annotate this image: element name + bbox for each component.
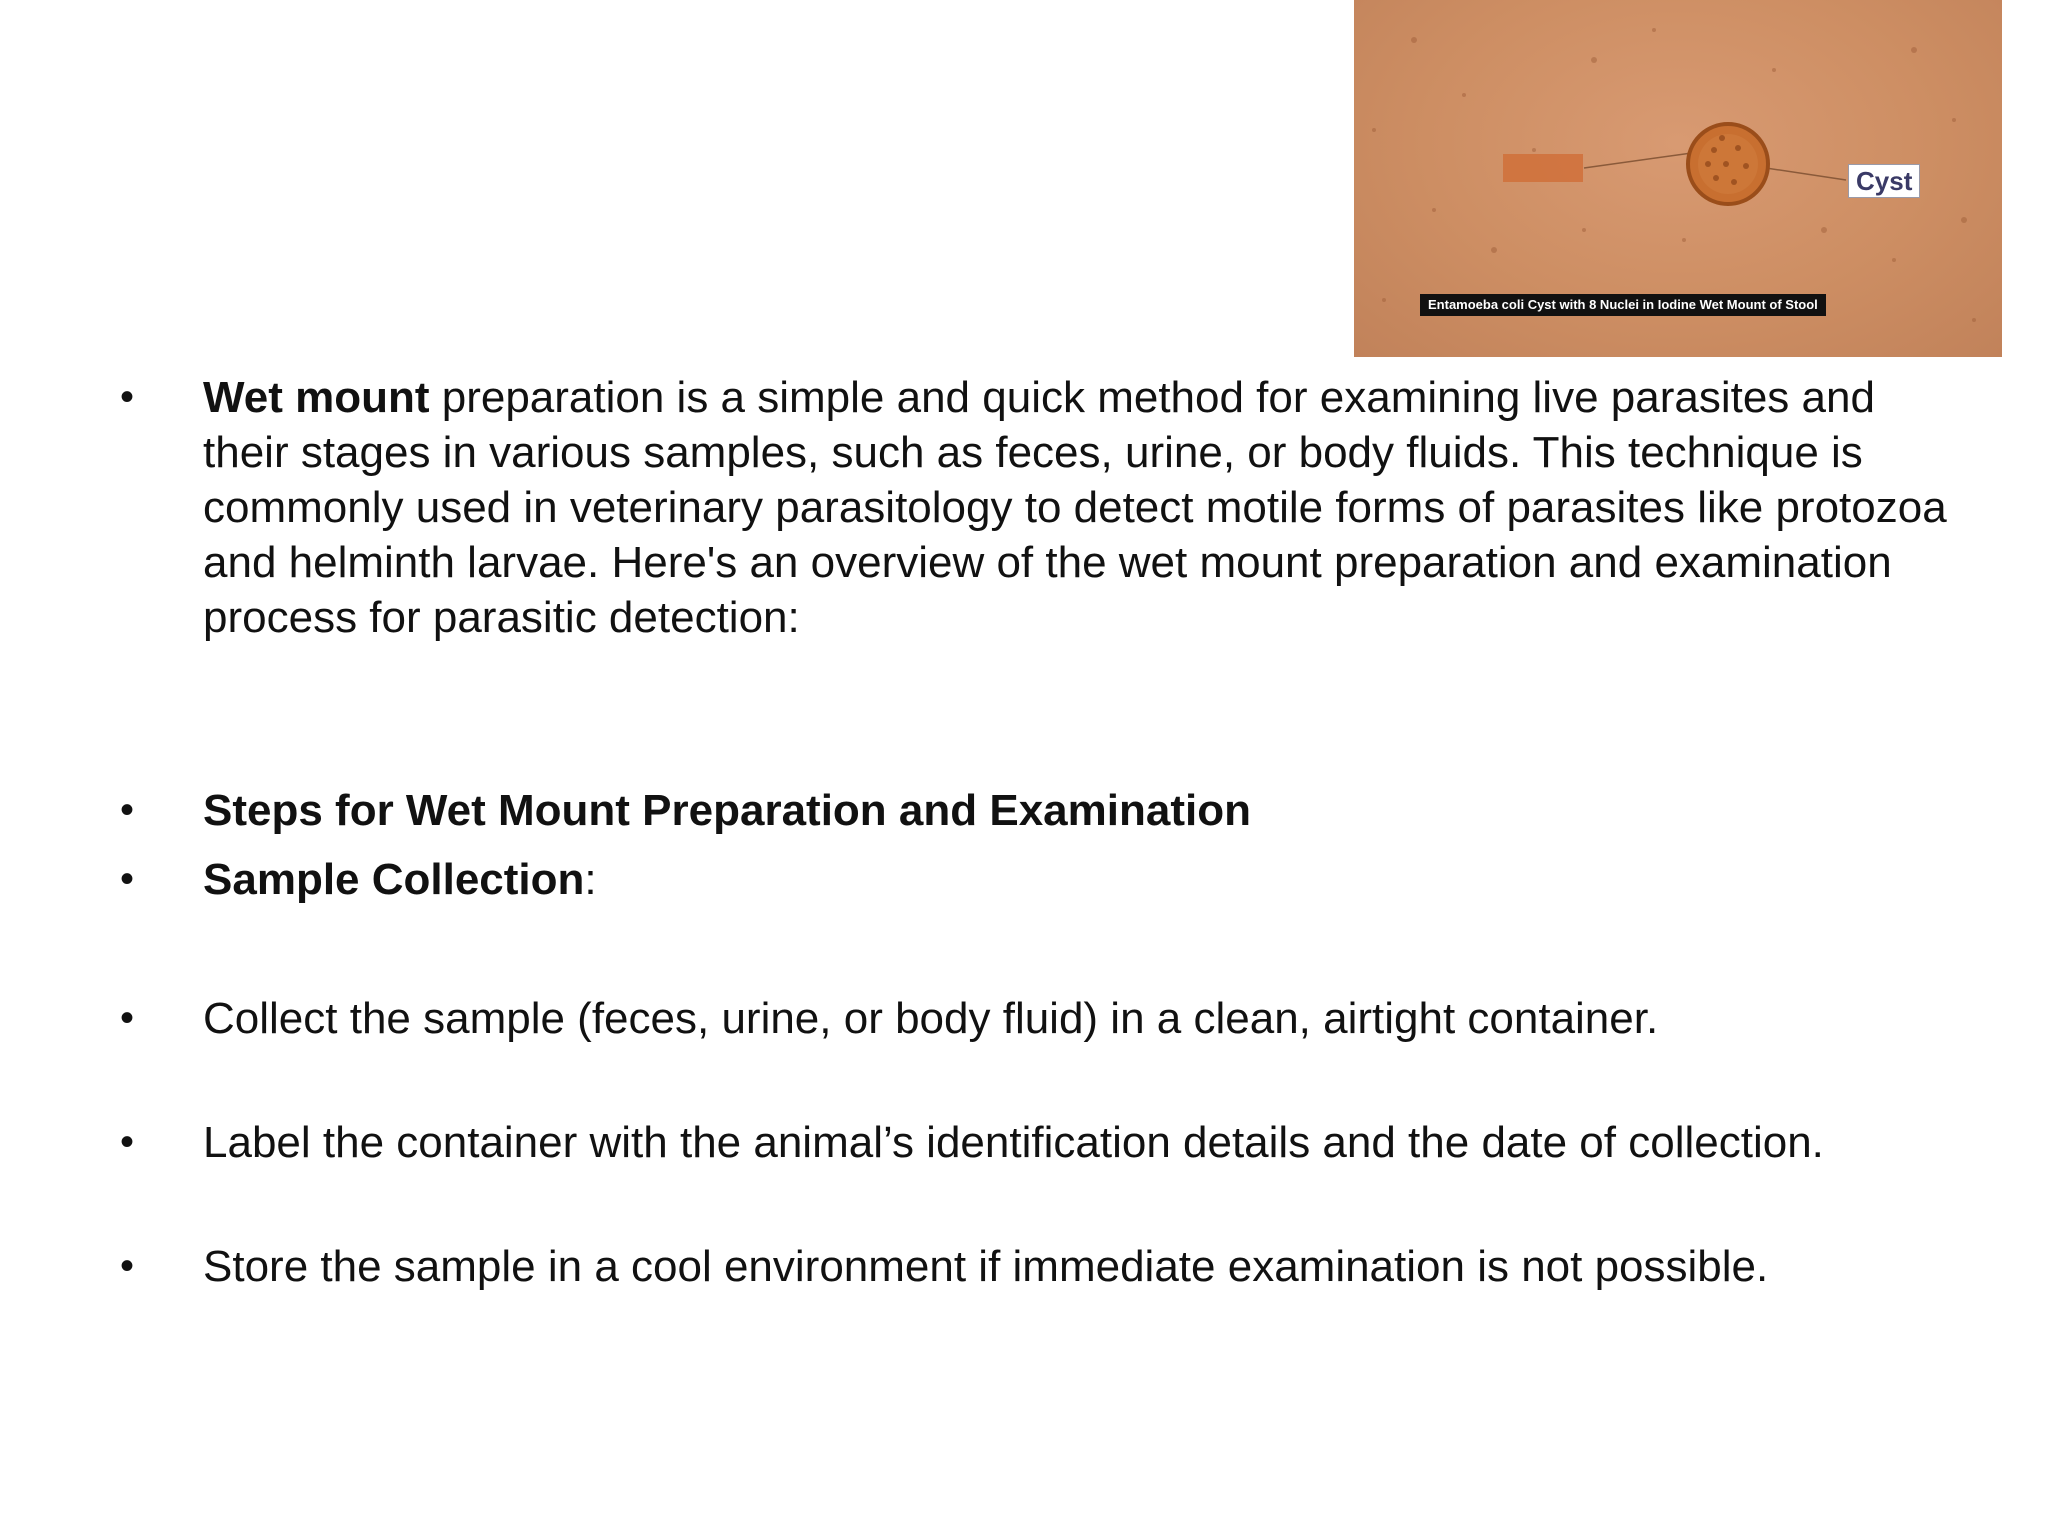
bullet-dot: •: [120, 788, 135, 832]
bold-term: Wet mount: [203, 373, 430, 422]
nuclei-pointer-line: [1584, 152, 1699, 168]
bullet-dot: •: [120, 1120, 135, 1164]
sample-collection-text: Sample Collection: [203, 855, 585, 904]
micrograph-image: [1354, 0, 2002, 357]
bullet-intro-text: [203, 370, 1960, 645]
collect-text: Collect the sample (feces, urine, or body fluid) in a clean, airtight container.: [203, 994, 1659, 1043]
bullet-sample-collection: [120, 852, 1960, 907]
cyst-pointer-line: [1766, 168, 1846, 180]
bullet-dot: •: [120, 857, 135, 901]
store-text: Store the sample in a cool environment if immediate examination is not possible.: [203, 1242, 1769, 1291]
bullet-store: [120, 1239, 1960, 1294]
bullet-steps-heading: [120, 783, 1960, 838]
bullet-dot: •: [120, 996, 135, 1040]
label-text: Label the container with the animal’s identification details and the date of collection.: [203, 1118, 1824, 1167]
nuclei-label-box: [1503, 154, 1583, 182]
bullet-label: [120, 1115, 1960, 1170]
bullet-intro: [120, 370, 1960, 645]
bullet-dot: •: [120, 375, 135, 419]
intro-rest: preparation is a simple and quick method for examining live parasites and their stages in various samples, such as feces, urine, or body fluids. This technique is commonly used in veterinary parasitology to detect motile forms of parasites like protozoa and helminth larvae. Here's an overview of the wet mount preparation and examination process for parasitic detection:: [203, 373, 1947, 642]
steps-heading-text: Steps for Wet Mount Preparation and Examination: [203, 786, 1251, 835]
cyst-label: Cyst: [1848, 164, 1920, 198]
bullet-dot: •: [120, 1244, 135, 1288]
sample-collection-colon: :: [584, 855, 597, 904]
bullet-collect: [120, 991, 1960, 1046]
image-caption: Entamoeba coli Cyst with 8 Nuclei in Iodine Wet Mount of Stool: [1420, 294, 1826, 316]
